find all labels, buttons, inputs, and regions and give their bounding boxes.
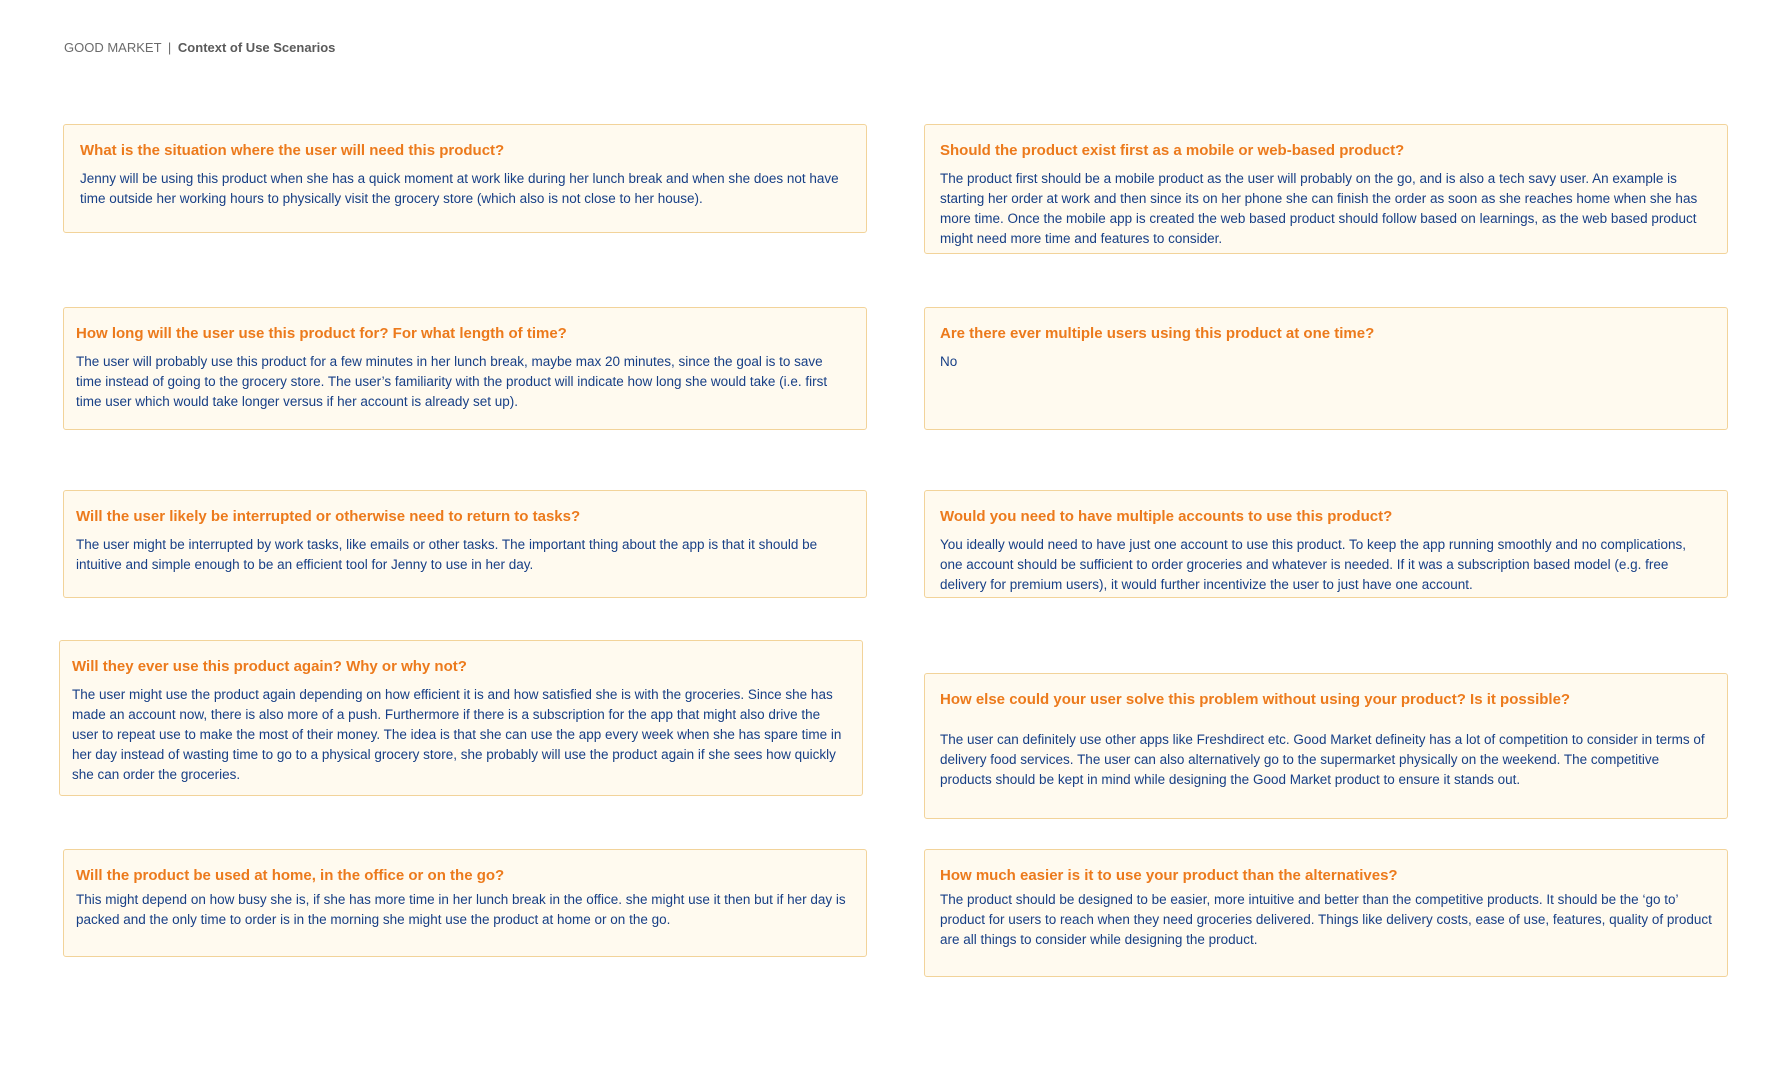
card-answer: Jenny will be using this product when she has a quick moment at work like during her lunch break and when she does not have time outside her working hours to physically visit the grocery store (which also is not close to her house). bbox=[80, 171, 839, 206]
card-answer: The product first should be a mobile product as the user will probably on the go, and is also a tech savy user. An example is starting her order at work and then since its on her phone she can finish the order as soon as she reaches home when she has more time. Once the mobile app is created the web based product should follow based on learnings, as the web based product might need more time and features to consider. bbox=[940, 171, 1698, 246]
scenario-card-reuse bbox=[59, 640, 863, 796]
card-question: Will they ever use this product again? Why or why not? bbox=[72, 658, 467, 675]
card-answer: The product should be designed to be easier, more intuitive and better than the competitive products. It should be the ‘go to’ product for users to reach when they need groceries delivered. Things like delivery costs, ease of use, features, quality of product are all things to consider while designing the product. bbox=[940, 892, 1712, 947]
brand-name: GOOD MARKET bbox=[64, 40, 162, 55]
card-question: What is the situation where the user will need this product? bbox=[80, 142, 505, 159]
card-question: How long will the user use this product for? For what length of time? bbox=[76, 325, 567, 342]
card-answer: The user might be interrupted by work tasks, like emails or other tasks. The important thing about the app is that it should be intuitive and simple enough to be an efficient tool for Jenny to use in her day. bbox=[76, 537, 818, 572]
scenario-card-interruptions bbox=[63, 490, 867, 598]
card-answer: The user can definitely use other apps like Freshdirect etc. Good Market defineity has a lot of competition to consider in terms of delivery food services. The user can also alternatively go to the supermarket physically on the weekend. The competitive products should be kept in mind while designing the Good Market product to ensure it stands out. bbox=[940, 732, 1705, 787]
page-header bbox=[64, 40, 335, 55]
scenario-card-location bbox=[63, 849, 867, 957]
scenario-card-situation bbox=[63, 124, 867, 233]
card-answer: This might depend on how busy she is, if she has more time in her lunch break in the office. she might use it then but if her day is packed and the only time to order is in the morning she might use the product at home or on the go. bbox=[76, 892, 846, 927]
card-answer: The user will probably use this product for a few minutes in her lunch break, maybe max 20 minutes, since the goal is to save time instead of going to the grocery store. The user’s familiarity with the product will indicate how long she would take (i.e. first time user which would take longer versus if her account is already set up). bbox=[76, 354, 828, 409]
scenario-card-ease bbox=[924, 849, 1728, 977]
card-question: How else could your user solve this problem without using your product? Is it possible? bbox=[940, 691, 1571, 708]
header-separator: | bbox=[167, 40, 172, 55]
card-answer: The user might use the product again depending on how efficient it is and how satisfied she is with the groceries. Since she has made an account now, there is also more of a push. Furthermore if there is a subscription for the app that might also drive the user to repeat use to make the most of their money. The idea is that she can use the app every week when she has spare time in her day instead of wasting time to go to a physical grocery store, she probably will use the product again if she sees how quickly she can order the groceries. bbox=[72, 687, 842, 782]
scenario-card-accounts bbox=[924, 490, 1728, 598]
card-question: Should the product exist first as a mobile or web-based product? bbox=[940, 142, 1405, 159]
page-subtitle: Context of Use Scenarios bbox=[177, 40, 336, 55]
card-answer: You ideally would need to have just one account to use this product. To keep the app running smoothly and no complications, one account should be sufficient to order groceries and whatever is needed. If it was a subscription based model (e.g. free delivery for premium users), it would further incentivize the user to just have one account. bbox=[940, 537, 1686, 592]
card-answer: No bbox=[940, 354, 958, 369]
card-question: Would you need to have multiple accounts to use this product? bbox=[940, 508, 1393, 525]
scenario-card-alternatives bbox=[924, 673, 1728, 819]
card-question: Are there ever multiple users using this product at one time? bbox=[940, 325, 1375, 342]
card-question: How much easier is it to use your product than the alternatives? bbox=[940, 867, 1398, 884]
scenario-card-platform bbox=[924, 124, 1728, 254]
card-question: Will the product be used at home, in the office or on the go? bbox=[76, 867, 505, 884]
scenario-card-multiple-users bbox=[924, 307, 1728, 430]
scenario-card-duration bbox=[63, 307, 867, 430]
card-question: Will the user likely be interrupted or otherwise need to return to tasks? bbox=[76, 508, 581, 525]
